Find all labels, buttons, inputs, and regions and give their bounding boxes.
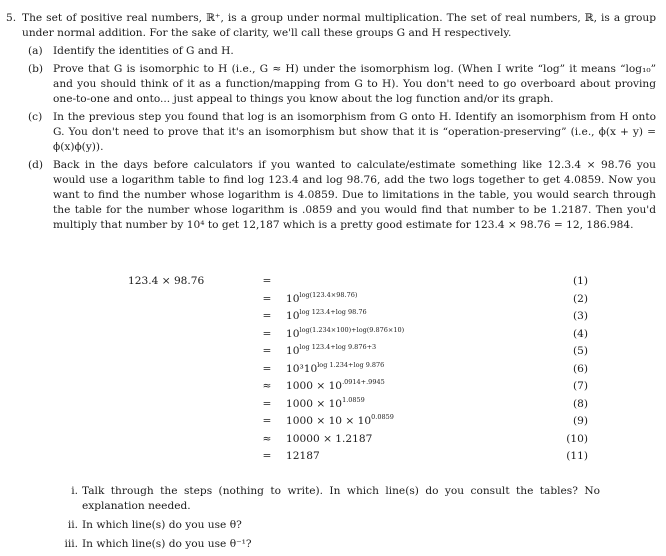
- subquestion-ii-label: ii.: [67, 519, 78, 531]
- part-c-text: In the previous step you found that log is an isomorphism from G onto H. Identify an isomorphism from H onto G. You don't need to prove that it's an isomorphism but show that it is “operation-preserving” (i.e., ϕ(x + y) = ϕ(x)ϕ(y)).: [53, 111, 656, 153]
- derivation-relation: =: [262, 450, 272, 462]
- derivation-expression: [286, 344, 376, 359]
- equation-number: (7): [572, 380, 588, 392]
- derivation-relation: =: [262, 310, 272, 322]
- part-d-subquestions: [60, 484, 600, 556]
- derivation-relation: =: [262, 345, 272, 357]
- expression-exponent: log 1.234+log 9.876: [317, 360, 385, 369]
- equation-number: (8): [572, 397, 588, 410]
- expression-base: 10: [286, 310, 300, 322]
- derivation-row: [128, 344, 588, 362]
- expression-base: 10: [286, 345, 300, 357]
- expression-exponent: log 123.4+log 98.76: [299, 308, 367, 316]
- derivation-expression: [286, 432, 372, 447]
- part-a: [28, 44, 656, 59]
- equation-number: (11): [566, 450, 588, 462]
- derivation-relation: =: [262, 362, 272, 375]
- equation-number: (1): [572, 275, 588, 287]
- part-c-label: (c): [28, 111, 43, 123]
- part-d-text: Back in the days before calculators if you wanted to calculate/estimate something like 12.3.4 × 98.76 you would use a logarithm table to find log 123.4 and log 98.76, add the two logs together to get 4.0859. Now you want to find the number whose logarithm is 4.0859. Due to limitations in the table, you would search through the table for the number whose logarithm is .0859 and you would find that number to be 1.2187. Then you'd multiply that number by 10⁴ to get 12,187 which is a pretty good estimate for 123.4 × 98.76 = 12, 186.984.: [53, 159, 656, 231]
- equation-number: (2): [572, 292, 588, 305]
- part-d-label: (d): [28, 159, 44, 171]
- part-c: [28, 110, 656, 155]
- derivation-row: [128, 309, 588, 327]
- derivation-row: [128, 274, 588, 292]
- subquestion-ii-text: In which line(s) do you use θ?: [82, 519, 242, 531]
- equation-number: (3): [572, 310, 588, 322]
- equation-number: (10): [566, 432, 588, 445]
- derivation-relation: ≈: [262, 432, 272, 445]
- part-a-text: Identify the identities of G and H.: [53, 45, 234, 57]
- derivation-expression: [286, 397, 365, 412]
- expression-base: 1000 × 10: [286, 380, 343, 392]
- derivation-row: [128, 327, 588, 345]
- derivation-relation: ≈: [262, 380, 272, 392]
- derivation-expression: [286, 362, 384, 377]
- expression-base: 12187: [286, 450, 320, 462]
- derivation-relation: =: [262, 415, 272, 427]
- derivation-relation: =: [262, 397, 272, 410]
- expression-exponent: .0914+.9945: [342, 378, 385, 386]
- part-d: [28, 158, 656, 233]
- equation-number: (4): [572, 327, 588, 340]
- part-b-text: Prove that G is isomorphic to H (i.e., G ≈ H) under the isomorphism log. (When I write “log” it means “log₁₀” and you should think of it as a function/mapping from G to H). You don't need to go overboard about proving one-to-one and onto... just appeal to things you know about the log function and/or its graph.: [53, 63, 656, 105]
- derivation-row: [128, 414, 588, 432]
- expression-exponent: log 123.4+log 9.876+3: [299, 343, 377, 351]
- subquestion-i: [60, 484, 600, 514]
- derivation-expression: [286, 379, 385, 394]
- problem-number: 5.: [6, 12, 17, 24]
- subquestion-i-text: Talk through the steps (nothing to write). In which line(s) do you consult the tables? No explanation needed.: [82, 485, 600, 512]
- derivation-relation: =: [262, 327, 272, 340]
- subquestion-i-label: i.: [71, 485, 78, 497]
- derivation-row: [128, 449, 588, 467]
- expression-base: 1000 × 10: [286, 397, 343, 410]
- part-b: [28, 62, 656, 107]
- derivation-expression: [286, 309, 367, 324]
- expression-base: 1000 × 10 × 10: [286, 415, 372, 427]
- derivation-row: [128, 397, 588, 415]
- derivation-expression: [286, 414, 394, 429]
- expression-exponent: 0.0859: [371, 413, 394, 421]
- problem-5: [6, 11, 656, 233]
- derivation-row: [128, 292, 588, 310]
- equation-number: (9): [572, 415, 588, 427]
- expression-base: 10000 × 1.2187: [286, 432, 373, 445]
- derivation-relation: =: [262, 292, 272, 305]
- logarithm-derivation: [128, 274, 588, 467]
- derivation-row: [128, 379, 588, 397]
- derivation-lhs: 123.4 × 98.76: [128, 275, 205, 287]
- subquestion-iii-label: iii.: [64, 538, 78, 550]
- equation-number: (6): [572, 362, 588, 375]
- part-a-label: (a): [28, 45, 43, 57]
- subquestion-iii-text: In which line(s) do you use θ⁻¹?: [82, 538, 252, 550]
- derivation-expression: [286, 327, 404, 342]
- expression-base: 10: [286, 327, 300, 340]
- derivation-row: [128, 362, 588, 380]
- subquestion-ii: [60, 518, 600, 533]
- expression-base: 10³10: [286, 362, 318, 375]
- equation-number: (5): [572, 345, 588, 357]
- derivation-expression: [286, 449, 320, 464]
- expression-base: 10: [286, 292, 300, 305]
- derivation-relation: =: [262, 275, 272, 287]
- derivation-expression: [286, 292, 357, 307]
- expression-exponent: log(1.234×100)+log(9.876×10): [299, 325, 405, 334]
- part-b-label: (b): [28, 63, 44, 75]
- derivation-row: [128, 432, 588, 450]
- problem-intro: The set of positive real numbers, ℝ⁺, is a group under normal multiplication. The set of real numbers, ℝ, is a group under normal addition. For the sake of clarity, we'll call these groups G and H respectively.: [22, 12, 656, 39]
- expression-exponent: log(123.4×98.76): [299, 290, 358, 299]
- expression-exponent: 1.0859: [342, 395, 365, 404]
